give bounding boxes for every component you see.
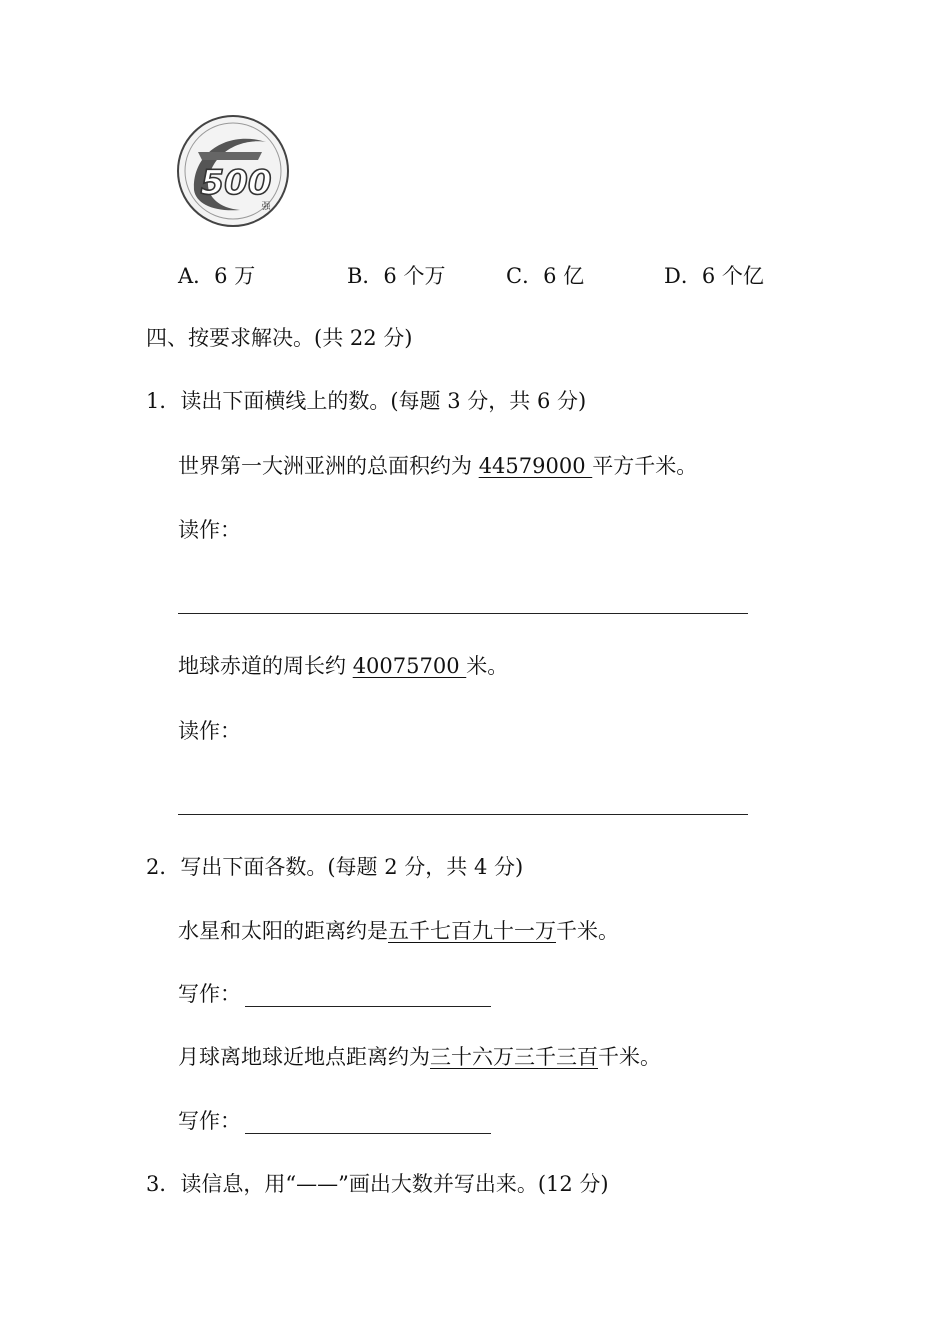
svg-text:500: 500	[200, 163, 272, 203]
q2-item1-write-label: 写作：	[178, 982, 241, 1006]
q1-title: 1．读出下面横线上的数。(每题 3 分，共 6 分)	[146, 389, 587, 413]
option-a: A．6 万	[178, 264, 256, 288]
q1-item1-number: 44579000	[478, 454, 593, 478]
q1-item2-after: 米。	[466, 654, 509, 678]
q1-item2-read-label: 读作：	[178, 719, 241, 743]
q1-item2-number: 40075700	[352, 654, 467, 678]
section-heading: 四、按要求解决。(共 22 分)	[146, 326, 413, 350]
q1-item1-read-label: 读作：	[178, 518, 241, 542]
q3-title: 3．读信息，用“——”画出大数并写出来。(12 分)	[146, 1172, 609, 1196]
q1-item2-answer-line[interactable]	[178, 814, 748, 815]
option-c: C．6 亿	[506, 264, 585, 288]
svg-text:强: 强	[261, 202, 271, 212]
q2-item1-answer-line[interactable]	[245, 1006, 491, 1007]
q1-item1-answer-line[interactable]	[178, 613, 748, 614]
logo-500-icon	[174, 112, 292, 230]
q1-item2-before: 地球赤道的周长约	[178, 654, 353, 678]
q1-item2-text	[178, 651, 508, 681]
q1-item1-after: 平方千米。	[592, 454, 698, 478]
q2-item2-after: 千米。	[598, 1045, 661, 1069]
q2-item1-text	[178, 916, 619, 946]
q2-title: 2．写出下面各数。(每题 2 分，共 4 分)	[146, 855, 524, 879]
q2-item2-before: 月球离地球近地点距离约为	[178, 1045, 430, 1069]
q2-item2-text	[178, 1042, 661, 1072]
q2-item2-answer-line[interactable]	[245, 1133, 491, 1134]
q2-item1-before: 水星和太阳的距离约是	[178, 919, 388, 943]
q2-item2-write-label: 写作：	[178, 1109, 241, 1133]
logo-badge	[174, 112, 292, 230]
q1-item1-before: 世界第一大洲亚洲的总面积约为	[178, 454, 479, 478]
q2-item2-number: 三十六万三千三百	[430, 1045, 598, 1069]
q2-item1-after: 千米。	[556, 919, 619, 943]
q2-item1-number: 五千七百九十一万	[388, 919, 556, 943]
option-d: D．6 个亿	[664, 264, 764, 288]
q2-item1-write-row	[178, 979, 491, 1009]
option-b: B．6 个万	[347, 264, 446, 288]
q1-item1-text	[178, 451, 697, 481]
q2-item2-write-row	[178, 1106, 491, 1136]
